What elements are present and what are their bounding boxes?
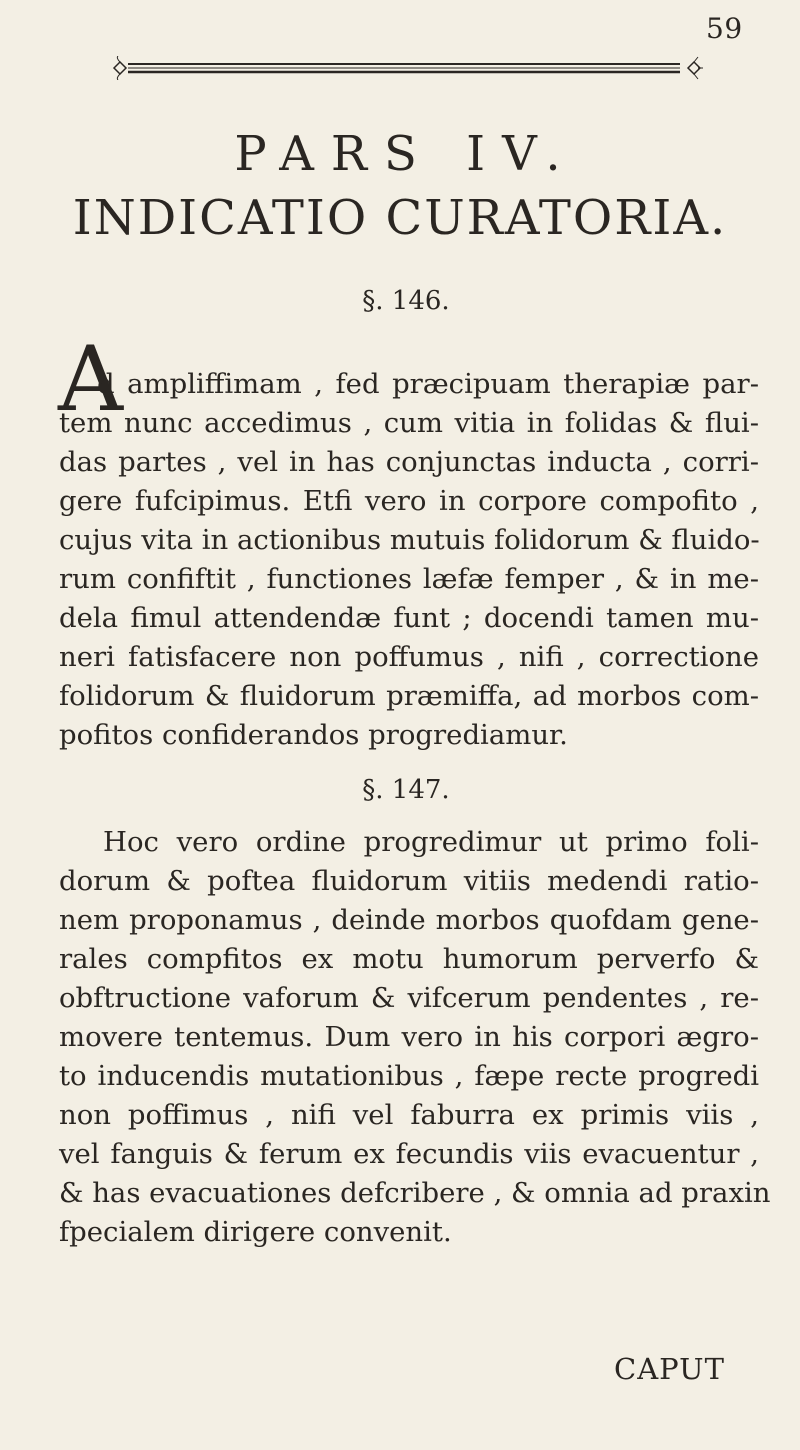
text-line: fpecialem dirigere convenit. [59, 1216, 452, 1248]
part-heading: PARS IV. [234, 126, 578, 182]
text-line: obftructione vaforum & vifcerum pendentes , re- [59, 982, 759, 1014]
text-line: Hoc vero ordine progredimur ut primo foli- [103, 826, 759, 858]
text-line: d ampliffimam , fed præcipuam therapiæ par- [97, 368, 759, 400]
text-line: rum confiftit , functiones læfæ femper , & in me- [59, 563, 759, 595]
catchword: CAPUT [614, 1352, 725, 1386]
text-line: movere tentemus. Dum vero in his corpori ægro- [59, 1021, 759, 1053]
text-line: nem proponamus , deinde morbos quofdam gene- [59, 904, 759, 936]
page-number: 59 [706, 12, 743, 45]
text-line: to inducendis mutationibus , fæpe recte progredi [59, 1060, 759, 1092]
drop-cap: A [58, 327, 123, 432]
text-line: tem nunc accedimus , cum vitia in folidas & flui- [59, 407, 759, 439]
paragraph-146 [59, 365, 759, 755]
section-title: INDICATIO CURATORIA. [72, 190, 728, 246]
section-number-146: §. 146. [362, 286, 450, 316]
text-line: gere fufcipimus. Etfi vero in corpore compofito , [59, 485, 759, 517]
text-line: dorum & poftea fluidorum vitiis medendi ratio- [59, 865, 759, 897]
text-line: cujus vita in actionibus mutuis folidorum & fluido- [59, 524, 760, 556]
text-line: dela fimul attendendæ funt ; docendi tamen mu- [59, 602, 759, 634]
paragraph-147 [59, 823, 771, 1252]
text-line: vel fanguis & ferum ex fecundis viis evacuentur , [59, 1138, 759, 1170]
text-line: folidorum & fluidorum præmiffa, ad morbos com- [59, 680, 759, 712]
text-line: rales compfitos ex motu humorum perverfo & [59, 943, 759, 975]
text-line: non poffimus , nifi vel faburra ex primis viis , [59, 1099, 759, 1131]
text-line: das partes , vel in has conjunctas inducta , corri- [59, 446, 759, 478]
text-line: neri fatisfacere non poffumus , nifi , correctione [59, 641, 759, 673]
section-number-147: §. 147. [362, 775, 450, 805]
decorative-rule-ornament [112, 56, 704, 80]
text-line: pofitos confiderandos progrediamur. [59, 719, 568, 751]
text-line: & has evacuationes defcribere , & omnia ad praxin [59, 1177, 771, 1209]
